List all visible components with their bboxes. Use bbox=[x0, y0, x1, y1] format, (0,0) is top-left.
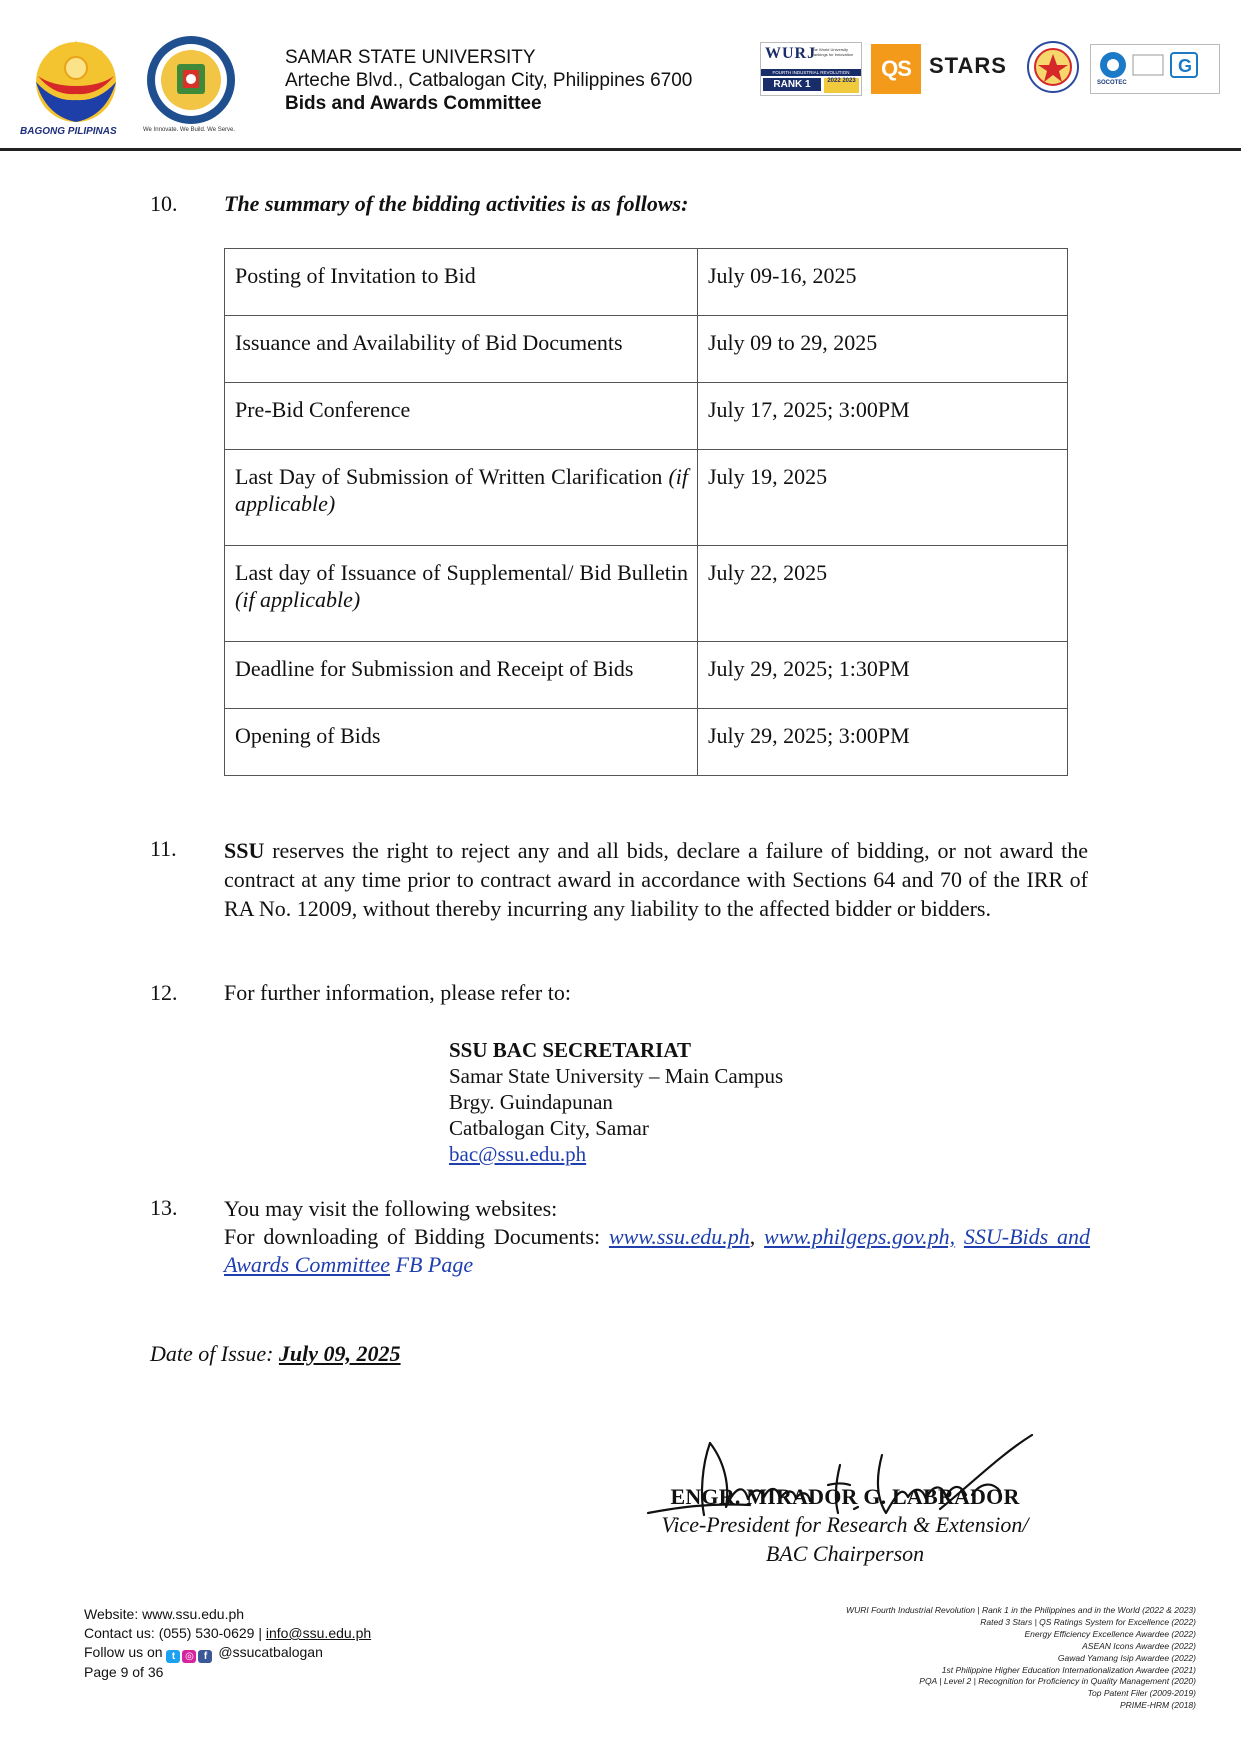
footer-handle: @ssucatbalogan bbox=[218, 1644, 323, 1660]
award-line: WURI Fourth Industrial Revolution | Rank 1 in the Philippines and in the World (2022 & 2023) bbox=[846, 1605, 1196, 1615]
award-line: PQA | Level 2 | Recognition for Proficiency in Quality Management (2020) bbox=[919, 1676, 1196, 1687]
socotec-label: SOCOTEC bbox=[1097, 80, 1127, 86]
wurj-subtitle: The World University Rankings for Innovation bbox=[811, 47, 854, 57]
date-cell: July 19, 2025 bbox=[698, 450, 1068, 546]
header-divider bbox=[0, 148, 1241, 151]
svg-text:G: G bbox=[1178, 56, 1193, 76]
instagram-icon[interactable]: ◎ bbox=[182, 1650, 196, 1663]
bagong-pilipinas-logo bbox=[28, 36, 124, 128]
activity-cell bbox=[225, 450, 698, 546]
facebook-icon[interactable]: f bbox=[198, 1650, 212, 1663]
activity-text: Last day of Issuance of Supplemental/ Bid Bulletin bbox=[235, 560, 688, 585]
committee-name: Bids and Awards Committee bbox=[285, 93, 542, 114]
table-row bbox=[225, 316, 1068, 383]
wurj-years: 2022 2023 bbox=[824, 78, 859, 93]
contact-email-link[interactable]: bac@ssu.edu.ph bbox=[449, 1142, 587, 1166]
item-11-lead: SSU bbox=[224, 838, 265, 863]
qs-logo: QS bbox=[871, 44, 921, 94]
seal-motto: We Innovate. We Build. We Serve. bbox=[143, 127, 236, 133]
table-row bbox=[225, 450, 1068, 546]
contact-name: SSU BAC SECRETARIAT bbox=[449, 1038, 691, 1062]
wurj-title: WURJ bbox=[765, 45, 817, 62]
university-block bbox=[285, 46, 692, 115]
award-line: Top Patent Filer (2009-2019) bbox=[1087, 1688, 1196, 1699]
activity-cell: Issuance and Availability of Bid Documents bbox=[225, 316, 698, 383]
date-cell: July 29, 2025; 1:30PM bbox=[698, 642, 1068, 709]
link-separator: , bbox=[749, 1224, 756, 1249]
award-line: Rated 3 Stars | QS Ratings System for Excellence (2022) bbox=[980, 1616, 1196, 1627]
contact-line: Samar State University – Main Campus bbox=[449, 1064, 784, 1088]
ssu-bac-fb-link[interactable]: SSU-Bids and Awards Committee bbox=[224, 1224, 1091, 1277]
award-line: ASEAN Icons Awardee (2022) bbox=[1082, 1640, 1196, 1651]
contact-line: Brgy. Guindapunan bbox=[449, 1090, 613, 1114]
table-row bbox=[225, 249, 1068, 316]
footer-social-line bbox=[84, 1643, 371, 1663]
footer-phone: Contact us: (055) 530-0629 | bbox=[84, 1625, 262, 1641]
award-line: Energy Efficiency Excellence Awardee (2022) bbox=[1024, 1628, 1196, 1639]
footer-email-link[interactable]: info@ssu.edu.ph bbox=[265, 1625, 372, 1641]
date-cell: July 09-16, 2025 bbox=[698, 249, 1068, 316]
contact-line: Catbalogan City, Samar bbox=[449, 1116, 649, 1140]
award-line: 1st Philippine Higher Education Internationalization Awardee (2021) bbox=[941, 1664, 1196, 1675]
page-number: Page 9 of 36 bbox=[84, 1664, 164, 1680]
award-seal-icon bbox=[1026, 40, 1080, 94]
date-cell: July 09 to 29, 2025 bbox=[698, 316, 1068, 383]
philgeps-link[interactable]: www.philgeps.gov.ph, bbox=[764, 1224, 956, 1249]
table-row bbox=[225, 709, 1068, 776]
activity-note: (if applicable) bbox=[235, 587, 361, 612]
date-cell: July 22, 2025 bbox=[698, 546, 1068, 642]
footer-website: Website: www.ssu.edu.ph bbox=[84, 1606, 245, 1622]
wurj-badge bbox=[760, 42, 862, 96]
item-10-heading: The summary of the bidding activities is as follows: bbox=[224, 191, 689, 216]
wurj-band: FOURTH INDUSTRIAL REVOLUTION bbox=[761, 69, 861, 76]
activity-cell bbox=[225, 546, 698, 642]
item-12-text: For further information, please refer to: bbox=[224, 980, 571, 1005]
university-name: SAMAR STATE UNIVERSITY bbox=[285, 47, 536, 68]
fb-page-suffix: FB Page bbox=[395, 1252, 474, 1277]
handwritten-signature bbox=[640, 1425, 1040, 1525]
letterhead bbox=[0, 0, 1241, 152]
item-10-number: 10. bbox=[150, 191, 178, 216]
signatory-title-1: Vice-President for Research & Extension/ bbox=[661, 1512, 1029, 1537]
item-13-number: 13. bbox=[150, 1195, 178, 1220]
date-cell: July 17, 2025; 3:00PM bbox=[698, 383, 1068, 450]
university-address: Arteche Blvd., Catbalogan City, Philippines 6700 bbox=[285, 70, 693, 91]
footer-follow: Follow us on bbox=[84, 1644, 163, 1660]
item-13-download-line bbox=[224, 1223, 1090, 1279]
issue-label: Date of Issue: bbox=[150, 1341, 274, 1366]
award-line: PRIME-HRM (2018) bbox=[1119, 1700, 1196, 1711]
ssu-website-link[interactable]: www.ssu.edu.ph bbox=[608, 1224, 750, 1249]
item-11-text: reserves the right to reject any and all bids, declare a failure of bidding, or not award the contract at any time prior to contract award in accordance with Sections 64 and 70 of the IRR of RA No. 12009, without thereby incurring any liability to the affected bidder or bidders. bbox=[224, 838, 1088, 921]
date-cell: July 29, 2025; 3:00PM bbox=[698, 709, 1068, 776]
item-13-text: You may visit the following websites: bbox=[224, 1196, 558, 1221]
signatory-name: ENGR. MIRADOR G. LABRADOR bbox=[670, 1484, 1020, 1509]
socotec-certification bbox=[1090, 44, 1220, 94]
activity-note: (if applicable) bbox=[235, 464, 689, 516]
download-lead: For downloading of Bidding Documents: bbox=[224, 1224, 601, 1249]
footer-contact bbox=[84, 1605, 371, 1682]
issue-date: July 09, 2025 bbox=[278, 1341, 401, 1366]
activity-cell: Deadline for Submission and Receipt of Bids bbox=[225, 642, 698, 709]
item-11-number: 11. bbox=[150, 836, 177, 861]
signatory-title-2: BAC Chairperson bbox=[765, 1541, 925, 1566]
bidding-schedule-table bbox=[224, 248, 1068, 776]
item-12-number: 12. bbox=[150, 980, 178, 1005]
ssu-seal-logo bbox=[143, 34, 239, 126]
activity-cell: Pre-Bid Conference bbox=[225, 383, 698, 450]
wurj-rank: RANK 1 bbox=[763, 78, 821, 91]
table-row bbox=[225, 546, 1068, 642]
table-row bbox=[225, 383, 1068, 450]
issue-line bbox=[150, 1341, 401, 1367]
footer-contact-line bbox=[84, 1624, 371, 1643]
activity-cell: Posting of Invitation to Bid bbox=[225, 249, 698, 316]
footer-awards bbox=[676, 1605, 1196, 1712]
item-11-paragraph bbox=[224, 836, 1088, 923]
table-row bbox=[225, 642, 1068, 709]
activity-text: Last Day of Submission of Written Clarification bbox=[235, 464, 663, 489]
activity-cell: Opening of Bids bbox=[225, 709, 698, 776]
twitter-icon[interactable]: t bbox=[166, 1650, 180, 1663]
contact-block bbox=[449, 1037, 783, 1167]
certification-icons bbox=[1097, 49, 1207, 81]
qs-stars-label: STARS bbox=[929, 53, 1007, 78]
award-line: Gawad Yamang Isip Awardee (2022) bbox=[1057, 1652, 1196, 1663]
bagong-pilipinas-text: BAGONG PILIPINAS bbox=[20, 126, 117, 137]
item-13-block bbox=[224, 1195, 1090, 1279]
